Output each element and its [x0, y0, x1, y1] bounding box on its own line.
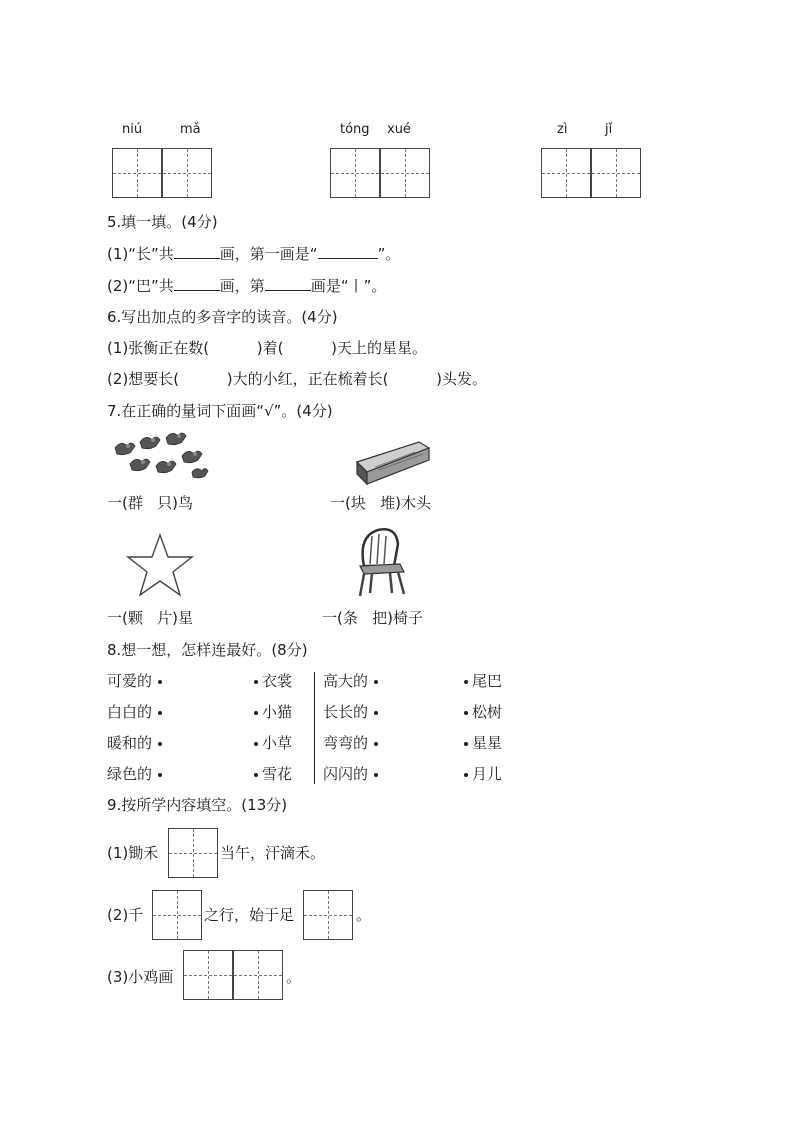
q8-word: 弯弯的: [323, 734, 369, 752]
q8-word: 闪闪的: [323, 765, 369, 783]
q7-item-birds: 一(群 只)鸟: [107, 494, 194, 512]
pinyin-ji: jǐ: [605, 122, 613, 137]
q8-word: 高大的: [323, 672, 369, 690]
q9-l1-text-b: 当午，汗滴禾。: [220, 844, 326, 862]
pinyin-niu: niú: [122, 122, 143, 137]
q5-line-1: [107, 244, 400, 264]
q9-l3-text-a: (3)小鸡画: [107, 968, 174, 986]
writing-box[interactable]: [303, 890, 353, 940]
writing-box[interactable]: [152, 890, 202, 940]
connect-dot[interactable]: [254, 742, 258, 746]
q9-l2-text-b: 之行，始于足: [204, 906, 295, 924]
q8-word: 雪花: [262, 765, 293, 783]
writing-box[interactable]: [233, 950, 283, 1000]
q9-l2-text-a: (2)千: [107, 906, 144, 924]
q5-title: 5.填一填。(4分): [107, 213, 218, 231]
q8-left-b-2[interactable]: [254, 733, 292, 753]
q8-right-a-2[interactable]: [323, 733, 378, 753]
q9-l1-text-a: (1)锄禾: [107, 844, 159, 862]
column-divider: [314, 672, 315, 784]
writing-box[interactable]: [591, 148, 641, 198]
connect-dot[interactable]: [374, 773, 378, 777]
connect-dot[interactable]: [158, 680, 162, 684]
wood-image: [353, 438, 433, 488]
chair-image: [352, 526, 410, 598]
q8-word: 松树: [472, 703, 503, 721]
answer-blank[interactable]: [318, 244, 378, 259]
q8-right-a-3[interactable]: [323, 764, 378, 784]
connect-dot[interactable]: [464, 711, 468, 715]
q8-title: 8.想一想，怎样连最好。(8分): [107, 641, 308, 659]
answer-blank[interactable]: [174, 244, 220, 259]
writing-box[interactable]: [168, 828, 218, 878]
q8-word: 白白的: [107, 703, 153, 721]
q8-right-b-0[interactable]: [464, 671, 502, 691]
q9-title: 9.按所学内容填空。(13分): [107, 796, 288, 814]
connect-dot[interactable]: [158, 773, 162, 777]
q8-left-b-0[interactable]: [254, 671, 292, 691]
q8-word: 月儿: [472, 765, 503, 783]
q8-right-b-1[interactable]: [464, 702, 502, 722]
writing-box[interactable]: [162, 148, 212, 198]
answer-blank[interactable]: [265, 276, 311, 291]
q8-right-b-2[interactable]: [464, 733, 502, 753]
q6-line-1: (1)张衡正在数( )着( )天上的星星。: [107, 339, 428, 357]
connect-dot[interactable]: [464, 680, 468, 684]
connect-dot[interactable]: [158, 742, 162, 746]
q5-l2-text-b: 画，第: [219, 277, 265, 295]
connect-dot[interactable]: [464, 742, 468, 746]
q8-word: 长长的: [323, 703, 369, 721]
q8-word: 衣裳: [262, 672, 293, 690]
writing-box[interactable]: [112, 148, 162, 198]
q9-l3-text-b: 。: [286, 968, 302, 986]
connect-dot[interactable]: [374, 680, 378, 684]
q8-word: 暖和的: [107, 734, 153, 752]
q5-l2-text-c: 画是“丨”。: [310, 277, 387, 295]
q8-left-a-2[interactable]: [107, 733, 162, 753]
q5-l1-text-b: 画，第一画是“: [219, 245, 318, 263]
q8-right-b-3[interactable]: [464, 764, 502, 784]
q5-l1-text-c: ”。: [377, 245, 401, 263]
q8-left-b-3[interactable]: [254, 764, 292, 784]
pinyin-xue: xué: [387, 122, 411, 137]
q6-line-2: (2)想要长( )大的小红，正在梳着长( )头发。: [107, 370, 488, 388]
star-image: [124, 532, 196, 598]
writing-box[interactable]: [330, 148, 380, 198]
q8-word: 小猫: [262, 703, 293, 721]
connect-dot[interactable]: [254, 711, 258, 715]
pinyin-zi: zì: [557, 122, 568, 137]
connect-dot[interactable]: [464, 773, 468, 777]
connect-dot[interactable]: [254, 773, 258, 777]
q8-left-b-1[interactable]: [254, 702, 292, 722]
q8-word: 星星: [472, 734, 503, 752]
q5-l1-text-a: (1)“长”共: [107, 245, 174, 263]
q8-left-a-1[interactable]: [107, 702, 162, 722]
q5-l2-text-a: (2)“巴”共: [107, 277, 174, 295]
q8-left-a-0[interactable]: [107, 671, 162, 691]
writing-box[interactable]: [183, 950, 233, 1000]
birds-image: [110, 430, 212, 482]
q8-left-a-3[interactable]: [107, 764, 162, 784]
q8-word: 尾巴: [472, 672, 503, 690]
pinyin-ma: mǎ: [180, 122, 201, 137]
answer-blank[interactable]: [174, 276, 220, 291]
q7-title: 7.在正确的量词下面画“√”。(4分): [107, 402, 333, 420]
q6-title: 6.写出加点的多音字的读音。(4分): [107, 308, 338, 326]
q7-item-chair: 一(条 把)椅子: [322, 609, 424, 627]
pinyin-tong: tóng: [340, 122, 370, 137]
writing-box[interactable]: [380, 148, 430, 198]
connect-dot[interactable]: [374, 711, 378, 715]
q7-item-wood: 一(块 堆)木头: [330, 494, 432, 512]
q8-right-a-1[interactable]: [323, 702, 378, 722]
q8-right-a-0[interactable]: [323, 671, 378, 691]
q9-l2-text-c: 。: [356, 906, 372, 924]
connect-dot[interactable]: [374, 742, 378, 746]
writing-box[interactable]: [541, 148, 591, 198]
q8-word: 小草: [262, 734, 293, 752]
connect-dot[interactable]: [158, 711, 162, 715]
connect-dot[interactable]: [254, 680, 258, 684]
q8-word: 可爱的: [107, 672, 153, 690]
q5-line-2: [107, 276, 386, 296]
q7-item-star: 一(颗 片)星: [107, 609, 194, 627]
q8-word: 绿色的: [107, 765, 153, 783]
